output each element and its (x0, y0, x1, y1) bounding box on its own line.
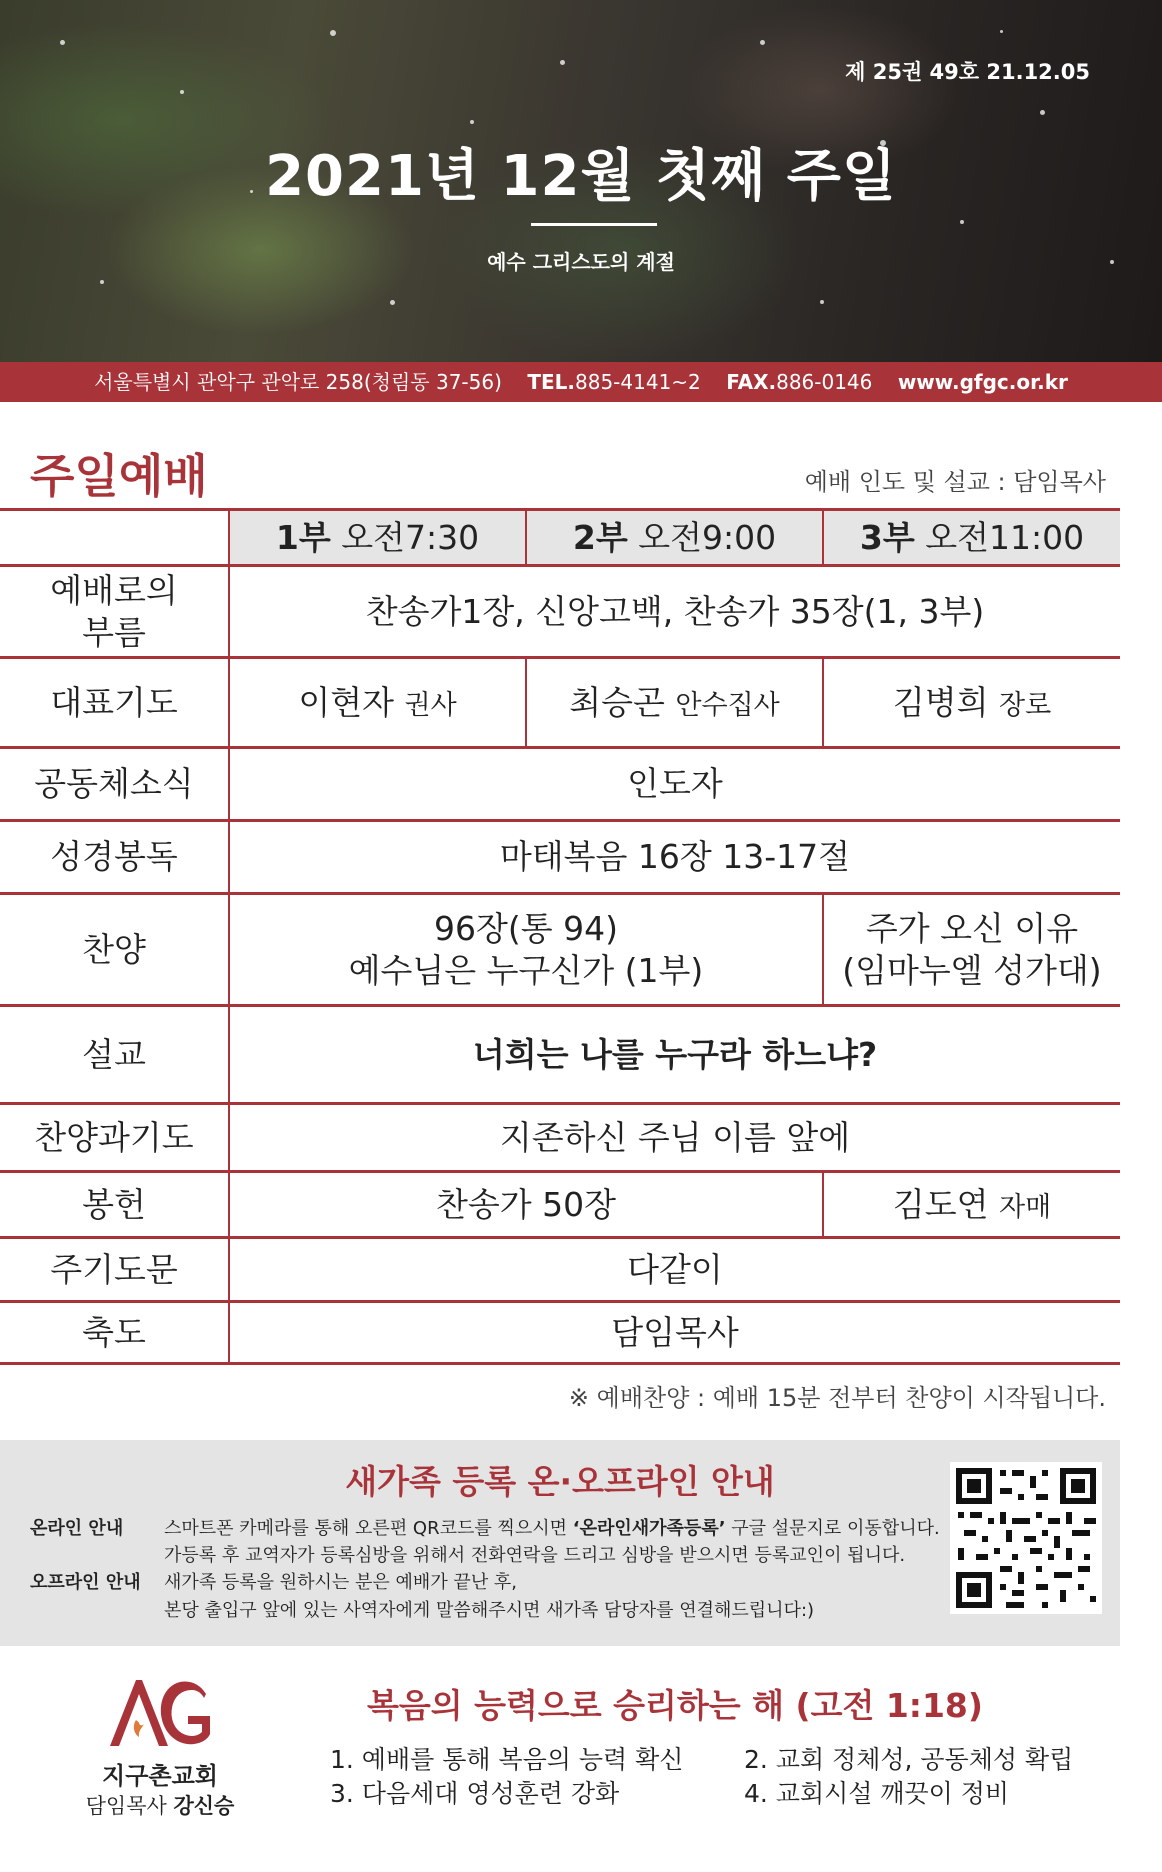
table-row (0, 1302, 1120, 1364)
table-row (0, 1238, 1120, 1302)
online-label: 온라인 안내 (30, 1518, 124, 1539)
prayer-2: 최승곤 안수집사 (526, 658, 823, 748)
online-line-1: 스마트폰 카메라를 통해 오른편 QR코드를 찍으시면 ‘온라인새가족등록’ 구글 설문지로 이동합니다. (164, 1518, 940, 1539)
table-row (0, 1104, 1120, 1172)
row-label-call: 예배로의 부름 (0, 566, 229, 658)
goal-item: 1. 예배를 통해 복음의 능력 확신 (330, 1745, 684, 1774)
choir-value: 주가 오신 이유 (임마누엘 성가대) (823, 894, 1120, 1006)
offering-value: 찬송가 50장 (229, 1172, 823, 1238)
page-title: 2021년 12월 첫째 주일 (265, 144, 897, 209)
table-row (0, 658, 1120, 748)
qr-code-icon (950, 1462, 1102, 1614)
website-link[interactable]: www.gfgc.or.kr (897, 370, 1068, 394)
table-row (0, 1172, 1120, 1238)
table-row (0, 748, 1120, 821)
fax-number: 886-0146 (776, 370, 873, 394)
goal-item: 4. 교회시설 깨끗이 정비 (744, 1779, 1010, 1808)
praise-value: 96장(통 94) 예수님은 누구신가 (1부) (229, 894, 823, 1006)
row-label-lords-prayer: 주기도문 (0, 1238, 229, 1302)
praise-prayer-value: 지존하신 주님 이름 앞에 (229, 1104, 1120, 1172)
goal-item: 2. 교회 정체성, 공동체성 확립 (744, 1745, 1074, 1774)
call-to-worship-value: 찬송가1장, 신앙고백, 찬송가 35장(1, 3부) (229, 566, 1120, 658)
qr-code[interactable] (950, 1462, 1102, 1614)
table-row (0, 894, 1120, 1006)
offering-person: 김도연 자매 (823, 1172, 1120, 1238)
prayer-3: 김병희 장로 (823, 658, 1120, 748)
fax-label: FAX. (726, 370, 777, 394)
issue-number: 제 25권 49호 21.12.05 (845, 60, 1090, 84)
vision-title: 복음의 능력으로 승리하는 해 (고전 1:18) (367, 1686, 983, 1725)
ag-logo-icon (106, 1676, 216, 1748)
lords-prayer-value: 다같이 (229, 1238, 1120, 1302)
offline-label: 오프라인 안내 (30, 1572, 141, 1593)
row-label-benediction: 축도 (0, 1302, 229, 1364)
table-row (0, 566, 1120, 658)
tel-label: TEL. (527, 370, 575, 394)
registration-panel (0, 1440, 1120, 1646)
row-label-prayer: 대표기도 (0, 658, 229, 748)
worship-order-table (0, 508, 1120, 1365)
tel-number: 885-4141~2 (575, 370, 701, 394)
row-label-offering: 봉헌 (0, 1172, 229, 1238)
row-label-praise: 찬양 (0, 894, 229, 1006)
row-label-sermon: 설교 (0, 1006, 229, 1104)
worship-note: ※ 예배찬양 : 예배 15분 전부터 찬양이 시작됩니다. (568, 1384, 1106, 1412)
row-label-news: 공동체소식 (0, 748, 229, 821)
page-subtitle: 예수 그리스도의 계절 (487, 250, 675, 274)
title-divider (531, 223, 657, 226)
section-title-worship: 주일예배 (30, 449, 208, 503)
church-name: 지구촌교회 (102, 1762, 218, 1790)
scripture-value: 마태복음 16장 13-17절 (229, 821, 1120, 894)
church-address: 서울특별시 관악구 관악로 258(청림동 37-56) (94, 370, 502, 394)
offline-line-1: 새가족 등록을 원하시는 분은 예배가 끝난 후, (164, 1572, 518, 1593)
benediction-value: 담임목사 (229, 1302, 1120, 1364)
news-value: 인도자 (229, 748, 1120, 821)
table-row (0, 1006, 1120, 1104)
goal-item: 3. 다음세대 영성훈련 강화 (330, 1779, 620, 1808)
service-1-header: 1부 오전7:30 (229, 510, 526, 566)
service-3-header: 3부 오전11:00 (823, 510, 1120, 566)
church-logo (106, 1676, 216, 1748)
service-2-header: 2부 오전9:00 (526, 510, 823, 566)
row-label-scripture: 성경봉독 (0, 821, 229, 894)
senior-pastor: 담임목사 강신승 (85, 1794, 235, 1818)
worship-leader: 예배 인도 및 설교 : 담임목사 (804, 468, 1106, 496)
registration-title: 새가족 등록 온·오프라인 안내 (345, 1462, 775, 1501)
online-line-2: 가등록 후 교역자가 등록심방을 위해서 전화연락을 드리고 심방을 받으시면 등록교인이 됩니다. (164, 1545, 906, 1566)
address-bar (0, 362, 1162, 402)
prayer-1: 이현자 권사 (229, 658, 526, 748)
header-blank (0, 510, 229, 566)
sermon-title: 너희는 나를 누구라 하느냐? (229, 1006, 1120, 1104)
table-row (0, 821, 1120, 894)
table-header-row (0, 510, 1120, 566)
offline-line-2: 본당 출입구 앞에 있는 사역자에게 말씀해주시면 새가족 담당자를 연결해드립니다:) (164, 1600, 815, 1621)
header-banner (0, 0, 1162, 362)
row-label-praise-prayer: 찬양과기도 (0, 1104, 229, 1172)
